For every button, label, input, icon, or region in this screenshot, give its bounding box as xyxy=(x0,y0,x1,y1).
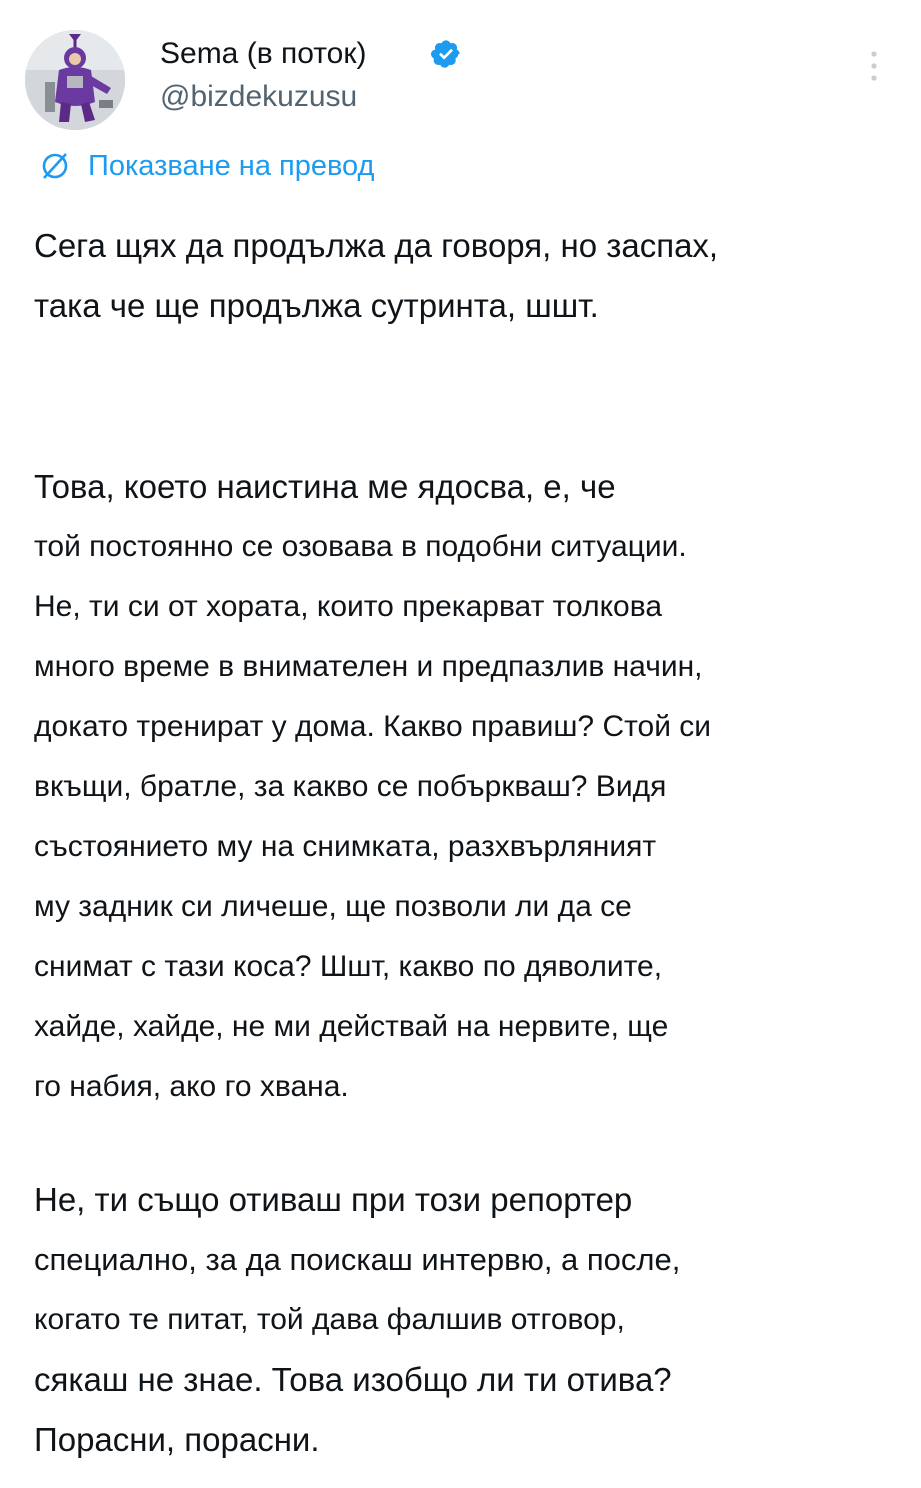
tweet-paragraph-1 xyxy=(34,216,884,336)
display-name[interactable]: Sema (в поток) xyxy=(160,37,367,70)
more-vertical-icon[interactable] xyxy=(864,48,884,84)
tweet-line: хайде, хайде, не ми действай на нервите, ще xyxy=(34,1010,669,1043)
tweet-line: специално, за да поискаш интервю, а после, xyxy=(34,1242,681,1277)
verified-badge-icon xyxy=(430,38,462,70)
translate-icon xyxy=(40,151,70,181)
tweet-line: така че ще продължа сутринта, шшт. xyxy=(34,287,599,324)
tweet-line: вкъщи, братле, за какво се побъркваш? Видя xyxy=(34,770,667,803)
tweet-line: докато тренират у дома. Какво правиш? Стой си xyxy=(34,710,712,743)
avatar[interactable] xyxy=(25,30,125,130)
tweet-line: Сега щях да продължа да говоря, но заспах, xyxy=(34,227,719,264)
tweet-line: сякаш не знае. Това изобщо ли ти отива? xyxy=(34,1361,672,1398)
tweet-line: когато те питат, той дава фалшив отговор, xyxy=(34,1303,625,1336)
tweet-line: го набия, ако го хвана. xyxy=(34,1070,349,1103)
tweet-line: му задник си личеше, ще позволи ли да се xyxy=(34,890,632,923)
tweet-line: Не, ти си от хората, които прекарват толкова xyxy=(34,590,663,623)
tweet-line: Това, което наистина ме ядосва, е, че xyxy=(34,468,616,505)
show-translation-link[interactable] xyxy=(40,146,374,186)
author-name-row[interactable] xyxy=(160,34,462,74)
tweet-line: Порасни, порасни. xyxy=(34,1421,320,1458)
tweet-line: Не, ти също отиваш при този репортер xyxy=(34,1181,633,1218)
tweet-line: той постоянно се озовава в подобни ситуации. xyxy=(34,530,687,563)
tweet-paragraph-3 xyxy=(34,1170,884,1470)
tweet-line: снимат с тази коса? Шшт, какво по дяволите, xyxy=(34,950,663,983)
tweet-line: много време в внимателен и предпазлив начин, xyxy=(34,650,703,683)
tweet-line: състоянието му на снимката, разхвърляният xyxy=(34,830,657,863)
tweet-paragraph-2 xyxy=(34,457,884,1117)
tweet-header xyxy=(0,0,921,140)
author-handle[interactable]: @bizdekuzusu xyxy=(160,80,358,113)
teletubby-avatar-icon xyxy=(25,30,125,130)
show-translation-label: Показване на превод xyxy=(88,149,375,182)
